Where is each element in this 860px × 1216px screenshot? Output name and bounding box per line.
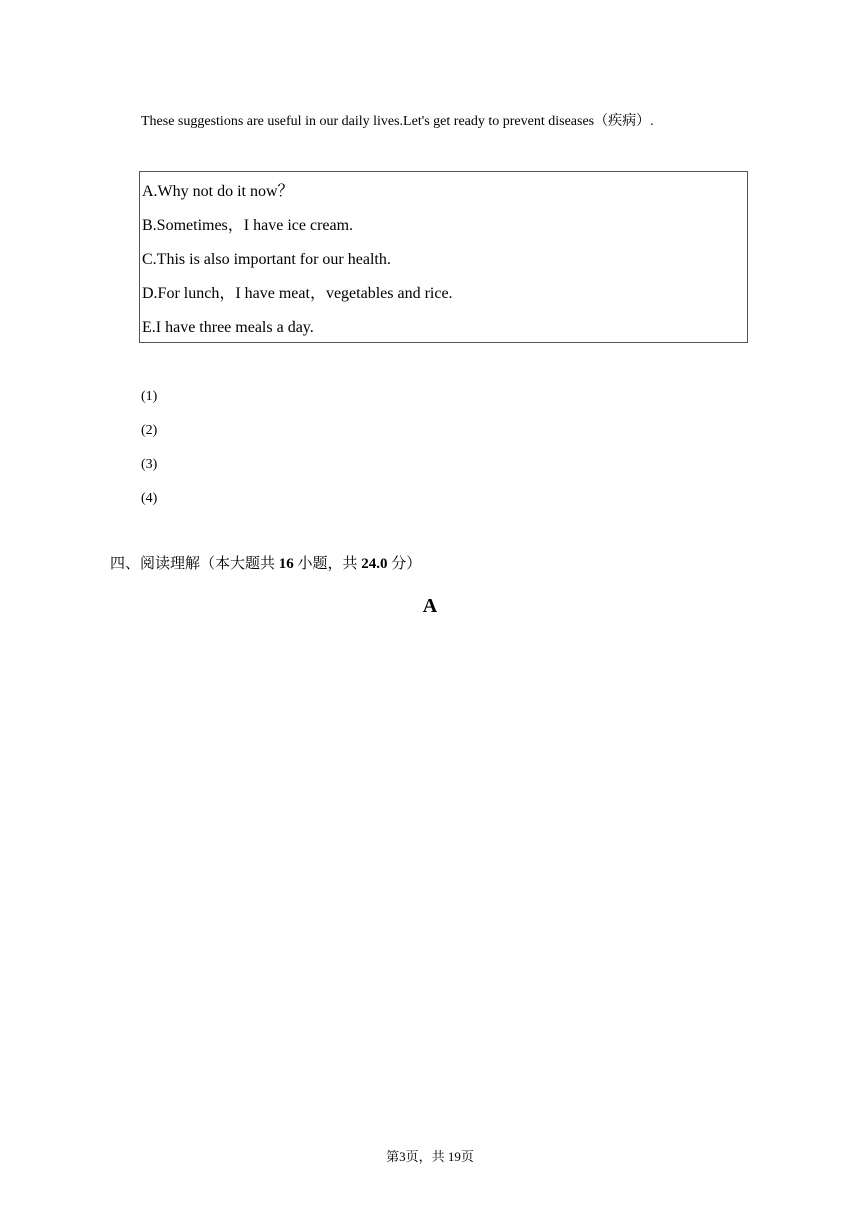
answer-blank-3: (3) xyxy=(141,457,158,472)
section-score: 24.0 xyxy=(361,556,388,572)
option-b: B.Sometimes，I have ice cream. xyxy=(142,217,354,234)
option-d: D.For lunch，I have meat，vegetables and rice. xyxy=(142,285,453,302)
passage-label: A xyxy=(422,595,438,617)
section-heading xyxy=(110,554,421,574)
option-a: A.Why not do it now？ xyxy=(142,183,294,200)
page-footer: 第3页，共 19页 xyxy=(386,1149,474,1164)
answer-blank-4: (4) xyxy=(141,491,158,506)
answer-blank-1: (1) xyxy=(141,389,158,404)
section-middle: 小题，共 xyxy=(297,556,358,572)
option-c: C.This is also important for our health. xyxy=(142,251,391,268)
answer-blank-2: (2) xyxy=(141,423,158,438)
section-question-count: 16 xyxy=(278,556,294,572)
section-suffix: 分） xyxy=(391,556,422,572)
options-box xyxy=(139,171,748,343)
intro-text: These suggestions are useful in our daily lives.Let's get ready to prevent diseases（疾病）. xyxy=(141,114,654,129)
option-e: E.I have three meals a day. xyxy=(142,319,314,336)
section-prefix: 四、阅读理解（本大题共 xyxy=(110,556,276,572)
